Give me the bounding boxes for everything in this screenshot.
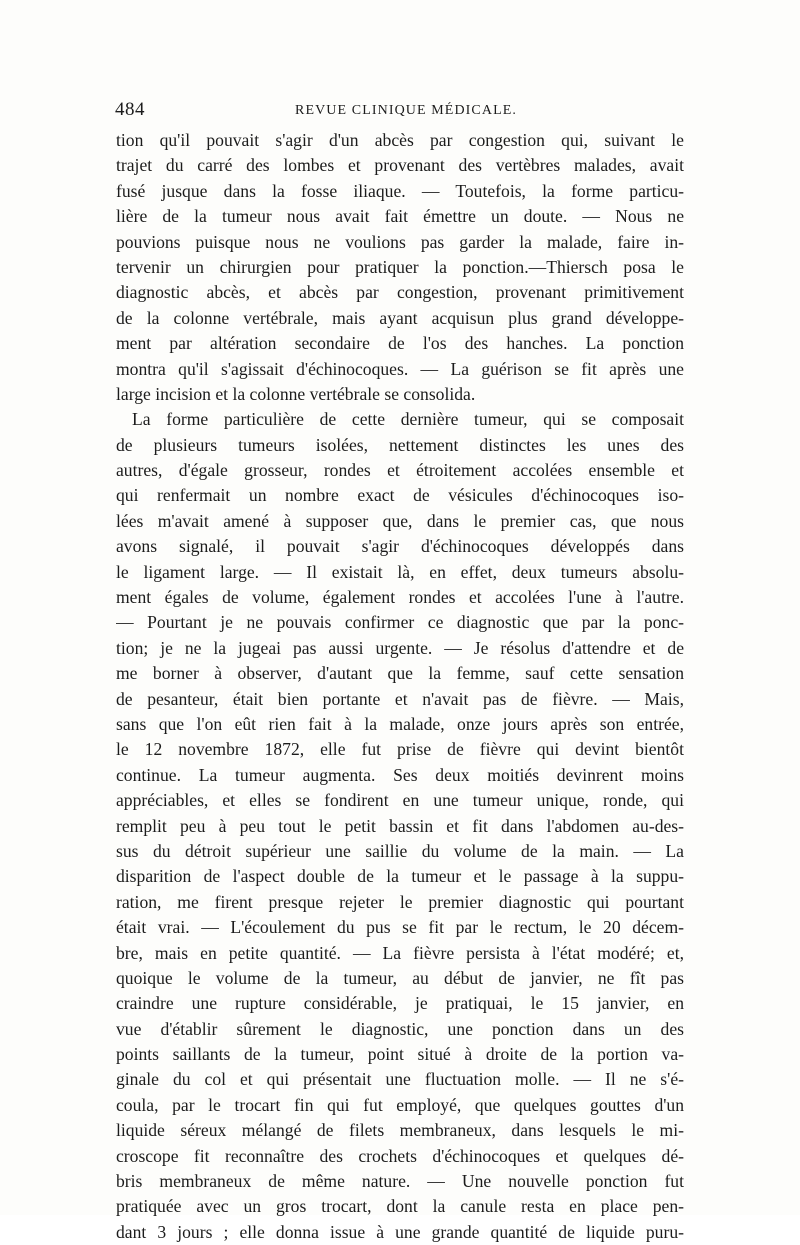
- text-line: disparition de l'aspect double de la tumeur et le passage à la suppu-: [116, 866, 684, 887]
- running-head: [115, 99, 685, 123]
- text-line: La forme particulière de cette dernière tumeur, qui se composait: [132, 409, 684, 430]
- text-line: ment égales de volume, également rondes et accolées l'une à l'autre.: [116, 587, 684, 608]
- text-line: diagnostic abcès, et abcès par congestion, provenant primitivement: [116, 282, 684, 303]
- text-line: tervenir un chirurgien pour pratiquer la ponction.—Thiersch posa le: [116, 256, 684, 277]
- text-line: quoique le volume de la tumeur, au début de janvier, ne fît pas: [116, 967, 684, 988]
- text-line: de pesanteur, était bien portante et n'avait pas de fièvre. — Mais,: [116, 688, 684, 709]
- text-line: points saillants de la tumeur, point situé à droite de la portion va-: [116, 1044, 684, 1065]
- text-line: le 12 novembre 1872, elle fut prise de fièvre qui devint bientôt: [116, 739, 684, 760]
- text-line: liquide séreux mélangé de filets membraneux, dans lesquels le mi-: [116, 1120, 684, 1141]
- text-line: sans que l'on eût rien fait à la malade, onze jours après son entrée,: [116, 713, 684, 734]
- text-line: autres, d'égale grosseur, rondes et étroitement accolées ensemble et: [116, 460, 684, 481]
- text-line: craindre une rupture considérable, je pratiquai, le 15 janvier, en: [116, 993, 684, 1014]
- text-line: vue d'établir sûrement le diagnostic, une ponction dans un des: [116, 1018, 684, 1039]
- text-line: bre, mais en petite quantité. — La fièvre persista à l'état modéré; et,: [116, 942, 684, 963]
- text-line: me borner à observer, d'autant que la femme, sauf cette sensation: [116, 663, 684, 684]
- text-line: — Pourtant je ne pouvais confirmer ce diagnostic que par la ponc-: [116, 612, 684, 633]
- text-line: ration, me firent presque rejeter le premier diagnostic qui pourtant: [116, 891, 684, 912]
- text-line: avons signalé, il pouvait s'agir d'échinocoques développés dans: [116, 536, 684, 557]
- page-number: 484: [115, 99, 145, 120]
- text-line: continue. La tumeur augmenta. Ses deux moitiés devinrent moins: [116, 764, 684, 785]
- text-line: qui renfermait un nombre exact de vésicules d'échinocoques iso-: [116, 485, 684, 506]
- text-line: appréciables, et elles se fondirent en une tumeur unique, ronde, qui: [116, 790, 684, 811]
- text-line: coula, par le trocart fin qui fut employé, que quelques gouttes d'un: [116, 1094, 684, 1115]
- text-line: de plusieurs tumeurs isolées, nettement distinctes les unes des: [116, 434, 684, 455]
- text-line: montra qu'il s'agissait d'échinocoques. — La guérison se fit après une: [116, 358, 684, 379]
- text-line: lées m'avait amené à supposer que, dans le premier cas, que nous: [116, 510, 684, 531]
- text-line: fusé jusque dans la fosse iliaque. — Toutefois, la forme particu-: [116, 180, 684, 201]
- text-line: était vrai. — L'écoulement du pus se fit par le rectum, le 20 décem-: [116, 917, 684, 938]
- text-line: de la colonne vertébrale, mais ayant acquisun plus grand développe-: [116, 307, 684, 328]
- text-line: dant 3 jours ; elle donna issue à une grande quantité de liquide puru-: [116, 1221, 684, 1242]
- text-line: pratiquée avec un gros trocart, dont la canule resta en place pen-: [116, 1196, 684, 1217]
- body-text: [116, 128, 684, 1245]
- text-line: le ligament large. — Il existait là, en effet, deux tumeurs absolu-: [116, 561, 684, 582]
- text-line: remplit peu à peu tout le petit bassin et fit dans l'abdomen au-des-: [116, 815, 684, 836]
- text-line: ginale du col et qui présentait une fluctuation molle. — Il ne s'é-: [116, 1069, 684, 1090]
- text-line: pouvions puisque nous ne voulions pas garder la malade, faire in-: [116, 231, 684, 252]
- text-line: bris membraneux de même nature. — Une nouvelle ponction fut: [116, 1171, 684, 1192]
- text-line: ment par altération secondaire de l'os des hanches. La ponction: [116, 333, 684, 354]
- journal-title: REVUE CLINIQUE MÉDICALE.: [295, 103, 517, 118]
- text-line: large incision et la colonne vertébrale se consolida.: [116, 383, 476, 404]
- text-line: trajet du carré des lombes et provenant des vertèbres malades, avait: [116, 155, 684, 176]
- text-line: lière de la tumeur nous avait fait émettre un doute. — Nous ne: [116, 206, 684, 227]
- text-line: sus du détroit supérieur une saillie du volume de la main. — La: [116, 840, 684, 861]
- text-line: croscope fit reconnaître des crochets d'échinocoques et quelques dé-: [116, 1145, 684, 1166]
- text-line: tion; je ne la jugeai pas aussi urgente. — Je résolus d'attendre et de: [116, 637, 684, 658]
- text-line: tion qu'il pouvait s'agir d'un abcès par congestion qui, suivant le: [116, 130, 684, 150]
